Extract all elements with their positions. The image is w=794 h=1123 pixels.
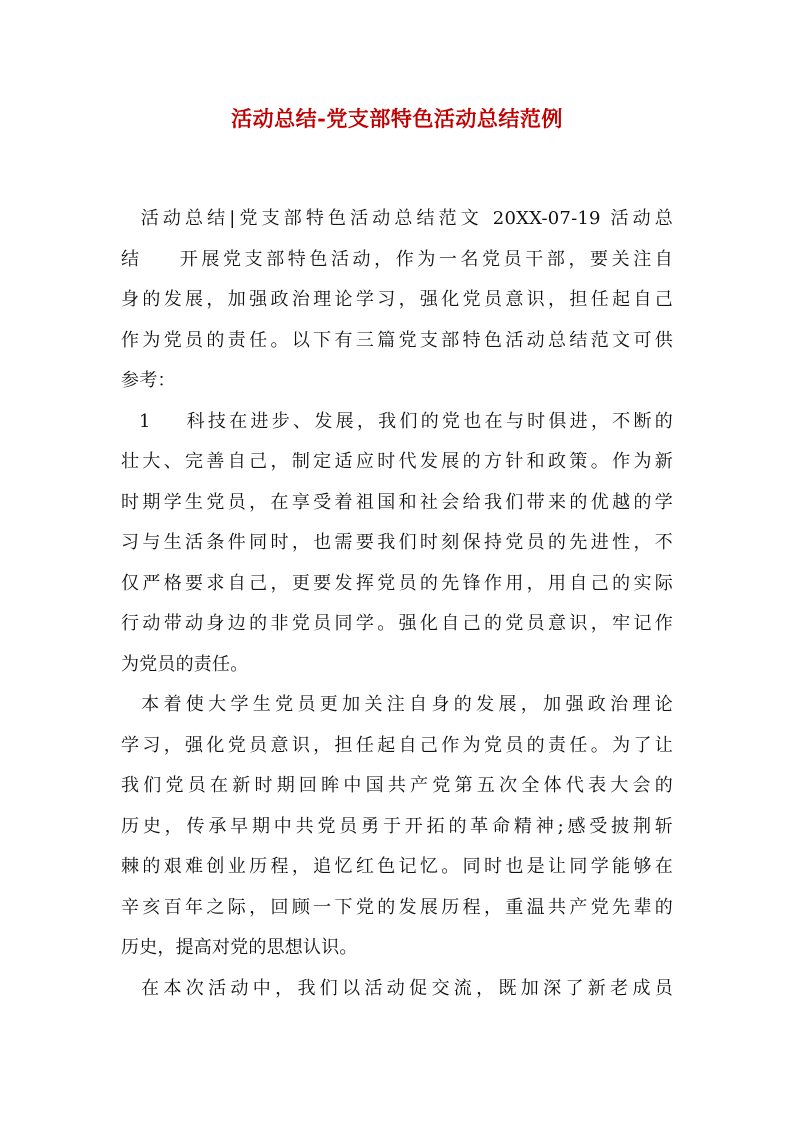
document-title: 活动总结-党支部特色活动总结范例: [231, 106, 563, 131]
body-line: 学习，强化党员意识，担任起自己作为党员的责任。为了让: [121, 734, 673, 756]
body-line: 身的发展，加强政治理论学习，强化党员意识，担任起自己: [121, 289, 673, 310]
body-line: 仅严格要求自己，更要发挥党员的先锋作用，用自己的实际: [121, 572, 673, 594]
body-line: 棘的艰难创业历程，追忆红色记忆。同时也是让同学能够在: [121, 856, 673, 877]
body-line: 本着使大学生党员更加关注自身的发展，加强政治理论: [121, 694, 673, 715]
document-body: [121, 202, 673, 1012]
body-line: 习与生活条件同时，也需要我们时刻保持党员的先进性，不: [121, 532, 673, 553]
body-line: 行动带动身边的非党员同学。强化自己的党员意识，牢记作: [121, 613, 673, 634]
body-line: 在本次活动中，我们以活动促交流，既加深了新老成员: [121, 977, 673, 999]
body-line: 1 科技在进步、发展，我们的党也在与时俱进，不断的: [121, 410, 673, 432]
body-line: 时期学生党员，在享受着祖国和社会给我们带来的优越的学: [121, 491, 673, 513]
body-line: 活动总结|党支部特色活动总结范文 20XX-07-19 活动总: [121, 208, 673, 229]
body-line: 为党员的责任。: [121, 653, 249, 675]
body-line: 壮大、完善自己，制定适应时代发展的方针和政策。作为新: [121, 451, 673, 472]
body-line: 作为党员的责任。以下有三篇党支部特色活动总结范文可供: [121, 329, 673, 351]
body-line: 结 开展党支部特色活动，作为一名党员干部，要关注自: [121, 248, 673, 270]
body-line: 参考：: [121, 370, 176, 391]
body-line: 我们党员在新时期回眸中国共产党第五次全体代表大会的: [121, 775, 673, 796]
body-line: 历史，提高对党的思想认识。: [121, 937, 358, 958]
body-line: 历史，传承早期中共党员勇于开拓的革命精神;感受披荆斩: [121, 815, 673, 837]
body-line: 辛亥百年之际，回顾一下党的发展历程，重温共产党先辈的: [121, 896, 673, 918]
